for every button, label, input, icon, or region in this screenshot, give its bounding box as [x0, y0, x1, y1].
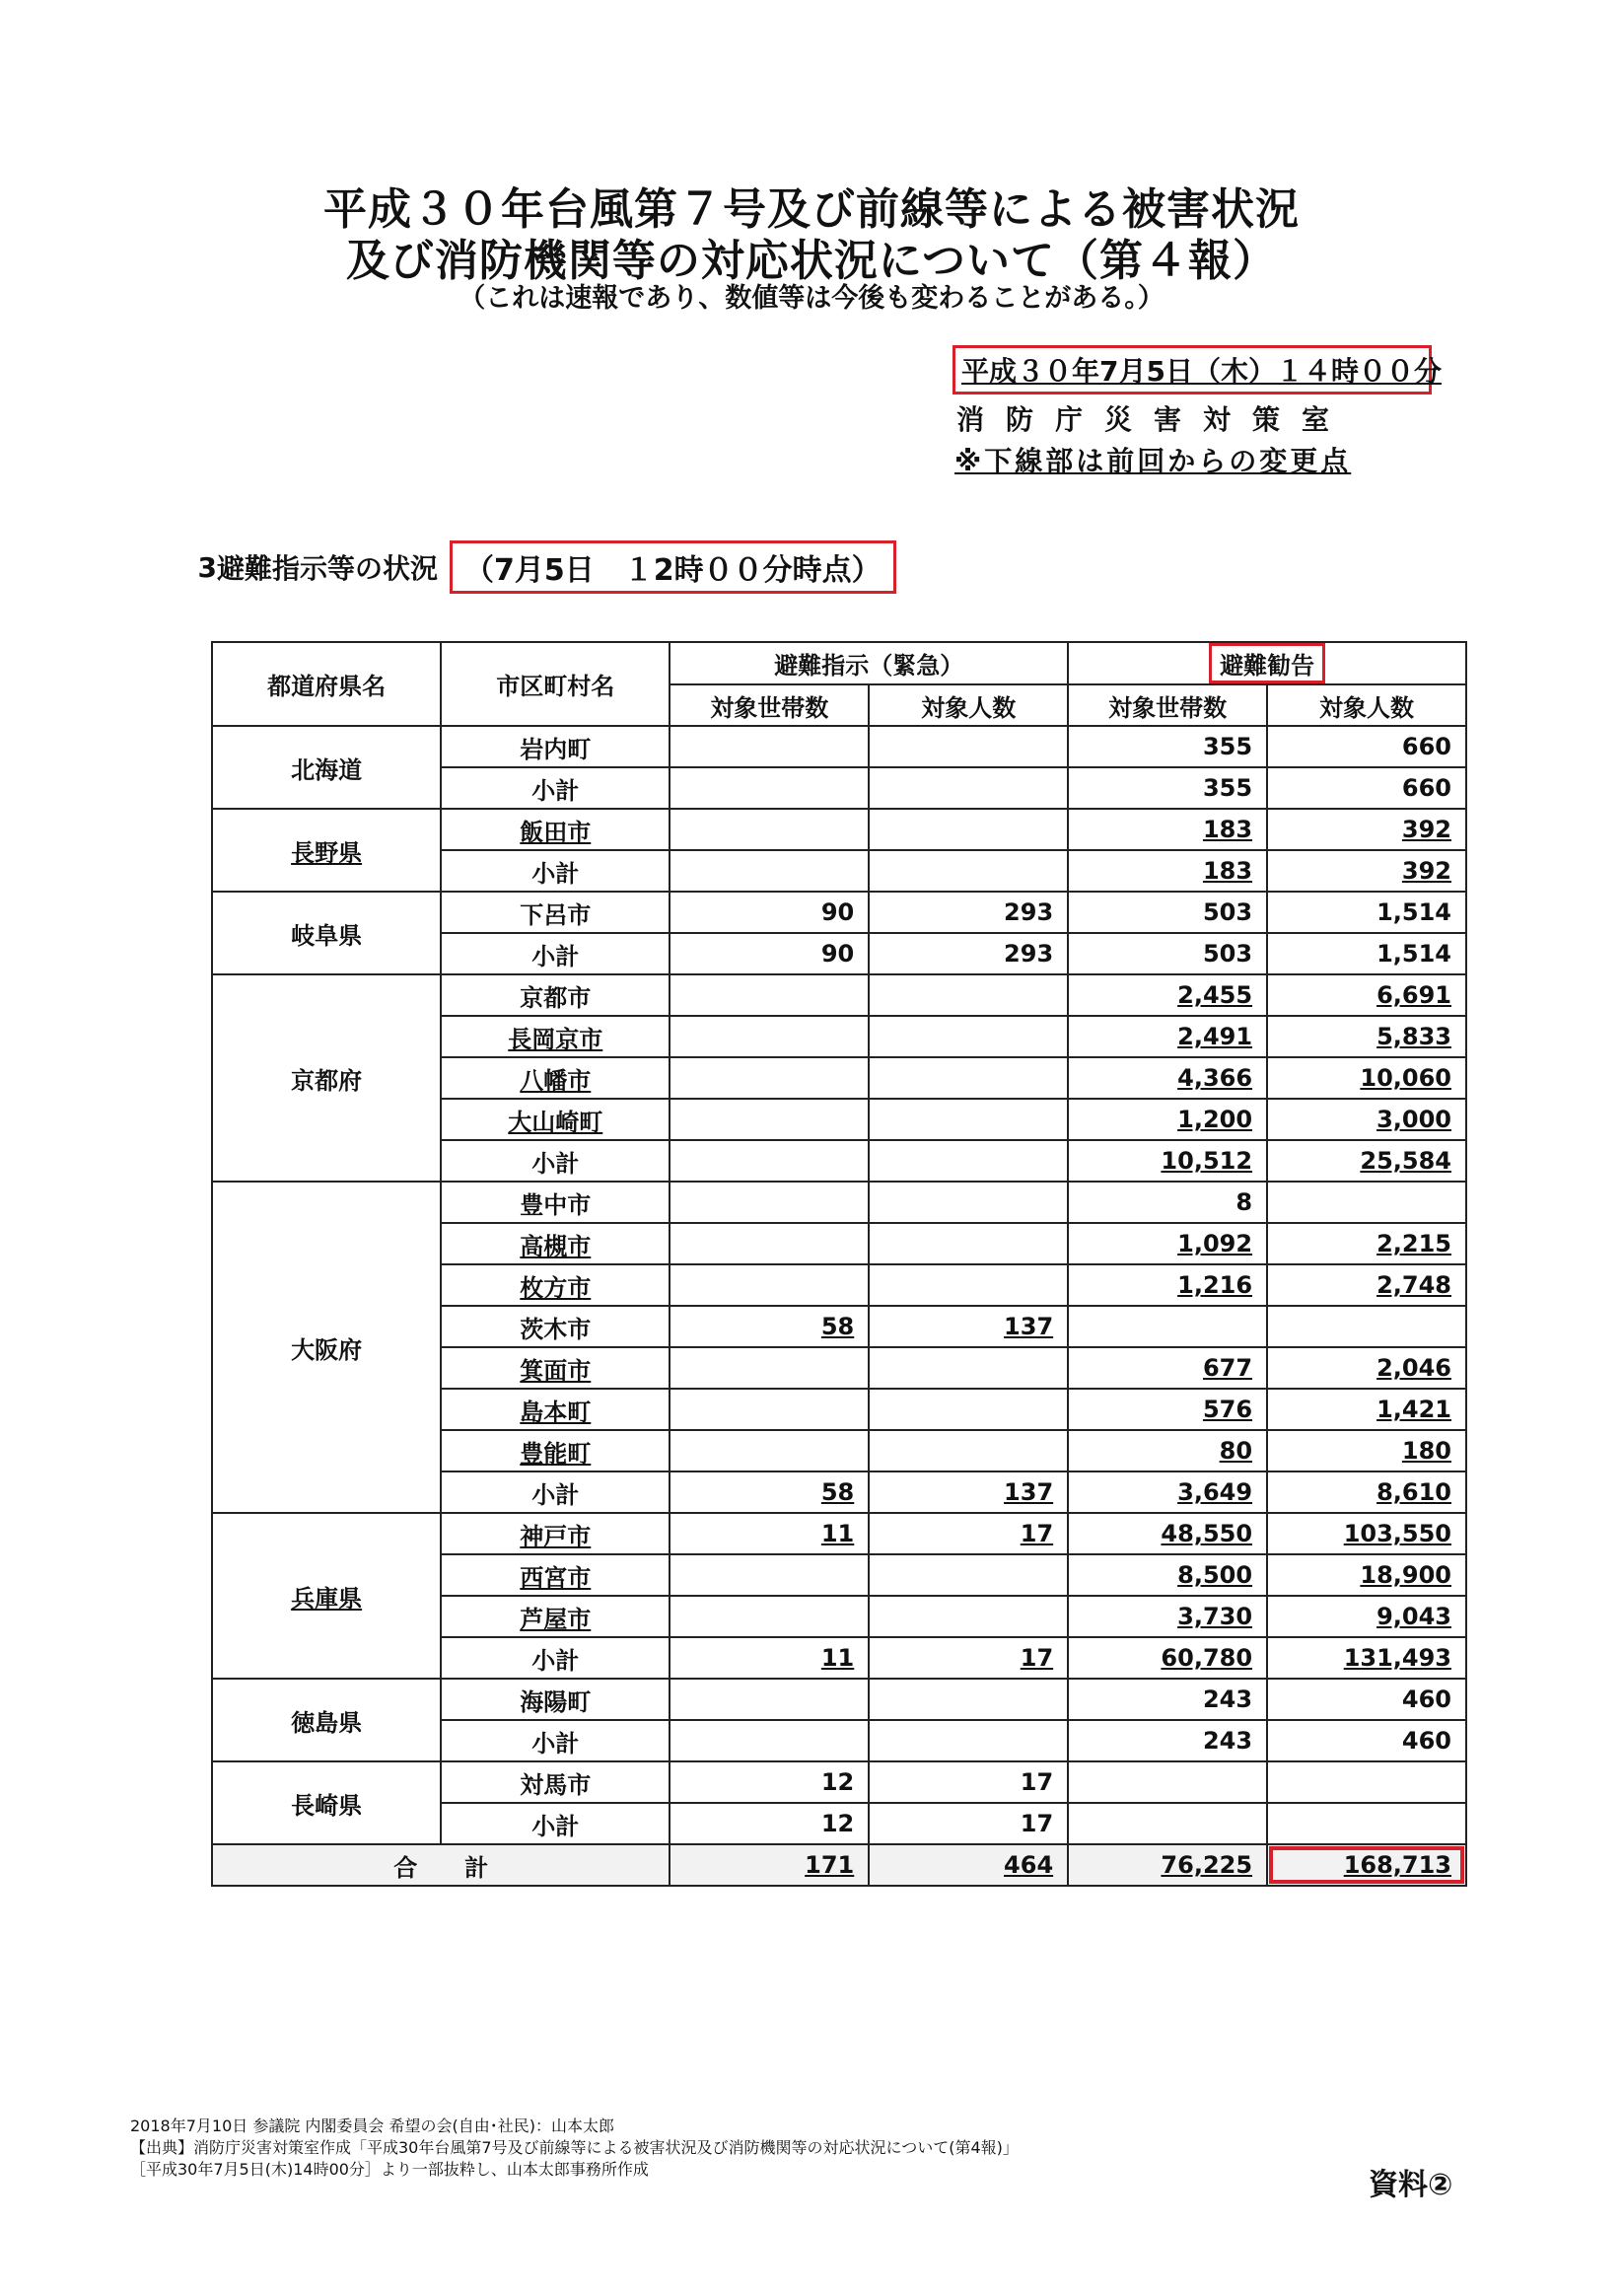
report-datetime: 平成３０年7月5日（木）１４時００分: [953, 345, 1432, 395]
kankoku-people-cell: 1,421: [1267, 1389, 1466, 1430]
kankoku-people-cell: 2,748: [1267, 1264, 1466, 1306]
shiji-people-cell: 17: [869, 1637, 1068, 1679]
shiji-people-cell: [869, 1554, 1068, 1596]
pref-cell: 徳島県: [212, 1679, 441, 1761]
issuer-block: [953, 345, 1442, 479]
shiji-people-cell: 17: [869, 1513, 1068, 1554]
kankoku-households-cell: 2,491: [1068, 1016, 1267, 1057]
kankoku-people-cell: 460: [1267, 1720, 1466, 1761]
kankoku-households-cell: 677: [1068, 1347, 1267, 1389]
shiji-people-cell: 293: [869, 933, 1068, 974]
evacuation-table: [211, 641, 1467, 1887]
header-shiji-people: 対象人数: [869, 684, 1068, 726]
shiji-households-cell: [670, 1554, 869, 1596]
document-label: 資料②: [1369, 2168, 1453, 2202]
city-cell: 小計: [441, 933, 670, 974]
table-row: [212, 1761, 1466, 1803]
kankoku-households-cell: [1068, 1306, 1267, 1347]
change-note: ※下線部は前回からの変更点: [954, 445, 1352, 477]
kankoku-people-cell: 6,691: [1267, 974, 1466, 1016]
kankoku-households-cell: 355: [1068, 767, 1267, 809]
kankoku-people-cell: 2,046: [1267, 1347, 1466, 1389]
kankoku-households-cell: 243: [1068, 1720, 1267, 1761]
document-title-line1: 平成３０年台風第７号及び前線等による被害状況: [323, 184, 1300, 235]
shiji-households-cell: [670, 850, 869, 892]
kankoku-people-cell: 3,000: [1267, 1099, 1466, 1140]
city-cell: 飯田市: [441, 809, 670, 850]
shiji-households-cell: 12: [670, 1761, 869, 1803]
city-cell: 海陽町: [441, 1679, 670, 1720]
header-shiji: 避難指示（緊急）: [670, 642, 1068, 684]
shiji-households-cell: [670, 1099, 869, 1140]
total-kankoku-households: 76,225: [1068, 1844, 1267, 1886]
shiji-households-cell: 11: [670, 1637, 869, 1679]
kankoku-people-cell: 392: [1267, 850, 1466, 892]
pref-cell: 岐阜県: [212, 892, 441, 974]
city-cell: 枚方市: [441, 1264, 670, 1306]
kankoku-households-cell: 8: [1068, 1182, 1267, 1223]
kankoku-people-cell: 1,514: [1267, 892, 1466, 933]
header-kankoku-cell: [1068, 642, 1466, 684]
shiji-people-cell: [869, 1720, 1068, 1761]
kankoku-people-cell: 2,215: [1267, 1223, 1466, 1264]
kankoku-households-cell: 80: [1068, 1430, 1267, 1471]
shiji-households-cell: [670, 1140, 869, 1182]
shiji-households-cell: 90: [670, 933, 869, 974]
kankoku-people-cell: 131,493: [1267, 1637, 1466, 1679]
header-kankoku-households: 対象世帯数: [1068, 684, 1267, 726]
shiji-people-cell: 17: [869, 1761, 1068, 1803]
shiji-people-cell: 17: [869, 1803, 1068, 1844]
shiji-people-cell: [869, 1057, 1068, 1099]
total-row: [212, 1844, 1466, 1886]
kankoku-people-cell: 5,833: [1267, 1016, 1466, 1057]
footer-line2: 【出典】消防庁災害対策室作成「平成30年台風第7号及び前線等による被害状況及び消防機関等の対応状況について(第4報)」: [130, 2138, 1019, 2157]
city-cell: 神戸市: [441, 1513, 670, 1554]
issuer-org: 消防庁災害対策室: [956, 403, 1352, 436]
shiji-households-cell: [670, 974, 869, 1016]
total-shiji-households: 171: [670, 1844, 869, 1886]
city-cell: 小計: [441, 1140, 670, 1182]
document-title-line2: 及び消防機関等の対応状況について（第４報）: [345, 236, 1278, 286]
kankoku-households-cell: 243: [1068, 1679, 1267, 1720]
city-cell: 岩内町: [441, 726, 670, 767]
kankoku-households-cell: 8,500: [1068, 1554, 1267, 1596]
kankoku-households-cell: 183: [1068, 809, 1267, 850]
kankoku-people-cell: 9,043: [1267, 1596, 1466, 1637]
city-cell: 西宮市: [441, 1554, 670, 1596]
kankoku-people-cell: [1267, 1182, 1466, 1223]
kankoku-households-cell: 4,366: [1068, 1057, 1267, 1099]
shiji-people-cell: [869, 726, 1068, 767]
table-row: [212, 1513, 1466, 1554]
shiji-people-cell: [869, 1182, 1068, 1223]
kankoku-households-cell: 1,200: [1068, 1099, 1267, 1140]
shiji-people-cell: [869, 1264, 1068, 1306]
pref-cell: 長崎県: [212, 1761, 441, 1844]
shiji-people-cell: [869, 1679, 1068, 1720]
city-cell: 大山崎町: [441, 1099, 670, 1140]
pref-cell: 京都府: [212, 974, 441, 1182]
shiji-people-cell: 293: [869, 892, 1068, 933]
city-cell: 小計: [441, 1720, 670, 1761]
header-kankoku-people: 対象人数: [1267, 684, 1466, 726]
kankoku-households-cell: 1,216: [1068, 1264, 1267, 1306]
kankoku-households-cell: 355: [1068, 726, 1267, 767]
kankoku-people-cell: 18,900: [1267, 1554, 1466, 1596]
table-row: [212, 1679, 1466, 1720]
kankoku-people-cell: 8,610: [1267, 1471, 1466, 1513]
shiji-households-cell: [670, 1182, 869, 1223]
shiji-households-cell: [670, 1679, 869, 1720]
shiji-people-cell: [869, 974, 1068, 1016]
city-cell: 小計: [441, 850, 670, 892]
kankoku-households-cell: 3,649: [1068, 1471, 1267, 1513]
table-row: [212, 809, 1466, 850]
shiji-people-cell: [869, 1223, 1068, 1264]
shiji-people-cell: 137: [869, 1471, 1068, 1513]
shiji-households-cell: [670, 1389, 869, 1430]
kankoku-people-cell: 660: [1267, 726, 1466, 767]
city-cell: 豊能町: [441, 1430, 670, 1471]
pref-cell: 長野県: [212, 809, 441, 892]
kankoku-people-cell: 180: [1267, 1430, 1466, 1471]
shiji-households-cell: [670, 726, 869, 767]
section-heading: [158, 540, 896, 594]
shiji-people-cell: [869, 850, 1068, 892]
shiji-people-cell: [869, 1430, 1068, 1471]
header-city: 市区町村名: [441, 642, 670, 726]
city-cell: 下呂市: [441, 892, 670, 933]
total-kankoku-people: 168,713: [1267, 1844, 1466, 1886]
city-cell: 八幡市: [441, 1057, 670, 1099]
kankoku-households-cell: 503: [1068, 892, 1267, 933]
shiji-households-cell: [670, 1057, 869, 1099]
section-asof: （7月5日 １2時００分時点）: [450, 540, 896, 594]
shiji-households-cell: 58: [670, 1471, 869, 1513]
shiji-households-cell: 90: [670, 892, 869, 933]
shiji-households-cell: 58: [670, 1306, 869, 1347]
kankoku-people-cell: 660: [1267, 767, 1466, 809]
kankoku-households-cell: 10,512: [1068, 1140, 1267, 1182]
shiji-households-cell: [670, 1430, 869, 1471]
kankoku-people-cell: 1,514: [1267, 933, 1466, 974]
shiji-households-cell: 11: [670, 1513, 869, 1554]
shiji-households-cell: [670, 1596, 869, 1637]
shiji-households-cell: [670, 1347, 869, 1389]
shiji-households-cell: 12: [670, 1803, 869, 1844]
kankoku-people-cell: [1267, 1803, 1466, 1844]
footer-source: [130, 2116, 1019, 2181]
shiji-people-cell: [869, 1596, 1068, 1637]
pref-cell: 兵庫県: [212, 1513, 441, 1679]
kankoku-people-cell: [1267, 1761, 1466, 1803]
shiji-households-cell: [670, 1720, 869, 1761]
shiji-people-cell: [869, 1347, 1068, 1389]
section-number: 3: [197, 550, 217, 584]
kankoku-households-cell: 503: [1068, 933, 1267, 974]
footer-line3: ［平成30年7月5日(木)14時00分］より一部抜粋し、山本太郎事務所作成: [130, 2160, 649, 2179]
table-row: [212, 974, 1466, 1016]
city-cell: 小計: [441, 767, 670, 809]
header-pref: 都道府県名: [212, 642, 441, 726]
kankoku-households-cell: 183: [1068, 850, 1267, 892]
table-row: [212, 1182, 1466, 1223]
kankoku-people-cell: 460: [1267, 1679, 1466, 1720]
city-cell: 京都市: [441, 974, 670, 1016]
city-cell: 小計: [441, 1803, 670, 1844]
shiji-people-cell: [869, 1389, 1068, 1430]
shiji-households-cell: [670, 1264, 869, 1306]
kankoku-households-cell: 48,550: [1068, 1513, 1267, 1554]
total-label: 合 計: [212, 1844, 670, 1886]
kankoku-households-cell: 60,780: [1068, 1637, 1267, 1679]
kankoku-people-cell: 10,060: [1267, 1057, 1466, 1099]
section-title: 避難指示等の状況: [217, 552, 439, 585]
city-cell: 芦屋市: [441, 1596, 670, 1637]
shiji-people-cell: 137: [869, 1306, 1068, 1347]
pref-cell: 大阪府: [212, 1182, 441, 1513]
table-row: [212, 892, 1466, 933]
shiji-people-cell: [869, 809, 1068, 850]
city-cell: 茨木市: [441, 1306, 670, 1347]
total-shiji-people: 464: [869, 1844, 1068, 1886]
shiji-people-cell: [869, 1140, 1068, 1182]
footer-line1: 2018年7月10日 参議院 内閣委員会 希望の会(自由･社民)：山本太郎: [130, 2117, 615, 2135]
city-cell: 対馬市: [441, 1761, 670, 1803]
shiji-households-cell: [670, 767, 869, 809]
header-shiji-households: 対象世帯数: [670, 684, 869, 726]
city-cell: 島本町: [441, 1389, 670, 1430]
shiji-people-cell: [869, 767, 1068, 809]
shiji-households-cell: [670, 809, 869, 850]
city-cell: 箕面市: [441, 1347, 670, 1389]
kankoku-households-cell: [1068, 1761, 1267, 1803]
city-cell: 小計: [441, 1471, 670, 1513]
kankoku-people-cell: 392: [1267, 809, 1466, 850]
kankoku-people-cell: [1267, 1306, 1466, 1347]
kankoku-households-cell: 576: [1068, 1389, 1267, 1430]
kankoku-households-cell: 3,730: [1068, 1596, 1267, 1637]
table-row: [212, 726, 1466, 767]
shiji-households-cell: [670, 1016, 869, 1057]
header-kankoku: 避難勧告: [1209, 643, 1325, 683]
shiji-households-cell: [670, 1223, 869, 1264]
city-cell: 豊中市: [441, 1182, 670, 1223]
city-cell: 高槻市: [441, 1223, 670, 1264]
kankoku-people-cell: 25,584: [1267, 1140, 1466, 1182]
kankoku-people-cell: 103,550: [1267, 1513, 1466, 1554]
city-cell: 小計: [441, 1637, 670, 1679]
kankoku-households-cell: 2,455: [1068, 974, 1267, 1016]
document-subtitle: （これは速報であり、数値等は今後も変わることがある。）: [459, 283, 1164, 314]
kankoku-households-cell: [1068, 1803, 1267, 1844]
shiji-people-cell: [869, 1016, 1068, 1057]
pref-cell: 北海道: [212, 726, 441, 809]
kankoku-households-cell: 1,092: [1068, 1223, 1267, 1264]
city-cell: 長岡京市: [441, 1016, 670, 1057]
shiji-people-cell: [869, 1099, 1068, 1140]
